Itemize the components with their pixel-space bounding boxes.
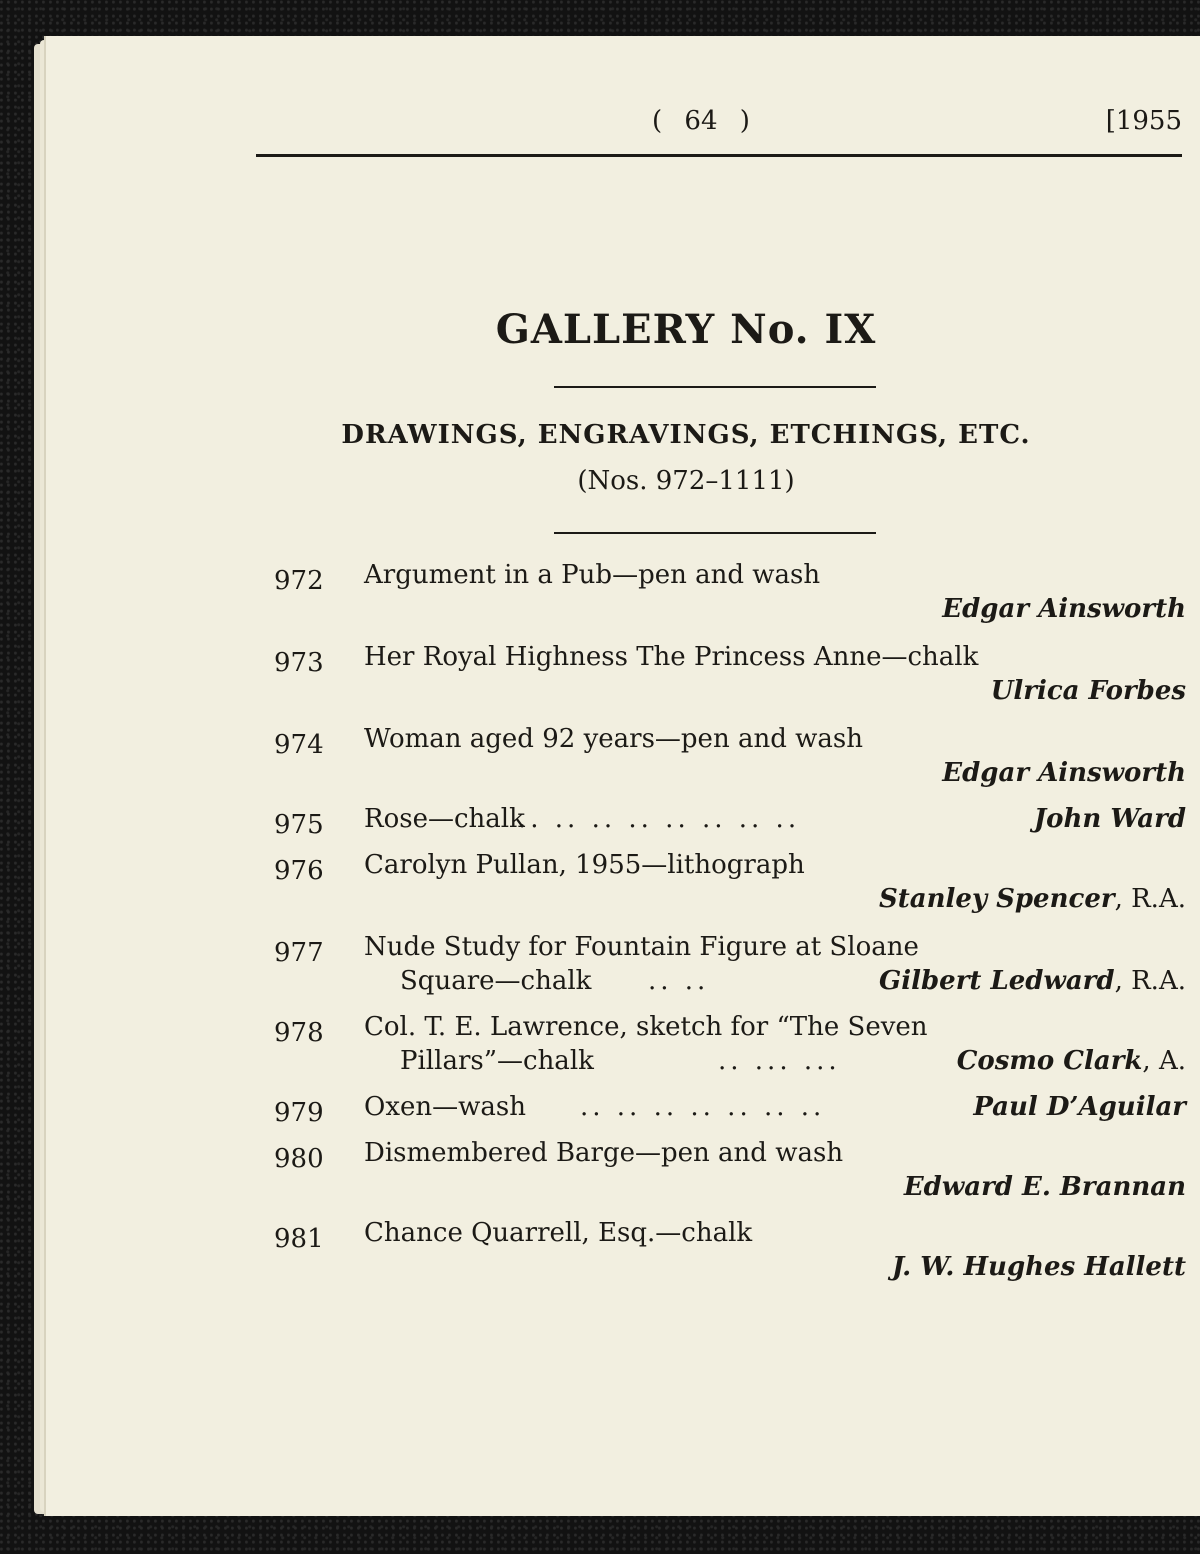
- dot-leader: .. .. .. .. .. .. .. ..: [518, 804, 801, 834]
- entry-artist: John Ward: [1033, 804, 1186, 834]
- entry-title-continued: Square—chalk: [400, 966, 592, 996]
- catalogue-page: [46, 36, 1200, 1516]
- entry-title: Chance Quarrell, Esq.—chalk: [364, 1218, 753, 1248]
- entry-artist: J. W. Hughes Hallett: [891, 1252, 1186, 1282]
- artist-honours: , R.A.: [1114, 884, 1186, 914]
- entry-number: 977: [274, 938, 324, 968]
- entry-number: 976: [274, 856, 324, 886]
- entry-title: Her Royal Highness The Princess Anne—chalk: [364, 642, 979, 672]
- gallery-title: GALLERY No. IX: [495, 306, 877, 353]
- running-header: [46, 96, 1200, 146]
- entry-title: Nude Study for Fountain Figure at Sloane: [364, 932, 919, 962]
- entry-number: 973: [274, 648, 324, 678]
- entry-title: Dismembered Barge—pen and wash: [364, 1138, 844, 1168]
- entry-number: 979: [274, 1098, 324, 1128]
- entry-artist: Stanley Spencer, R.A.: [878, 884, 1186, 914]
- entry-artist: Paul D’Aguilar: [973, 1092, 1186, 1122]
- entry-number: 978: [274, 1018, 324, 1048]
- entry-artist: Gilbert Ledward, R.A.: [879, 966, 1186, 996]
- divider-rule: [554, 532, 876, 534]
- entry-artist: Ulrica Forbes: [990, 676, 1186, 706]
- entry-title: Carolyn Pullan, 1955—lithograph: [364, 850, 805, 880]
- header-rule: [256, 154, 1182, 157]
- divider-rule: [554, 386, 876, 388]
- entry-number: 974: [274, 730, 324, 760]
- dot-leader: .. ... ...: [718, 1046, 841, 1076]
- entry-title: Oxen—wash: [364, 1092, 526, 1122]
- artist-honours: , R.A.: [1114, 966, 1186, 996]
- year-label: [1955: [1105, 106, 1182, 136]
- section-title: DRAWINGS, ENGRAVINGS, ETCHINGS, ETC.: [341, 420, 1031, 450]
- dot-leader: .. ..: [648, 966, 710, 996]
- entry-number: 972: [274, 566, 324, 596]
- number-range: (Nos. 972–1111): [577, 466, 795, 496]
- entry-title-continued: Pillars”—chalk: [400, 1046, 594, 1076]
- entry-title: Woman aged 92 years—pen and wash: [364, 724, 863, 754]
- entry-artist: Edward E. Brannan: [903, 1172, 1186, 1202]
- dot-leader: .. .. .. .. .. .. ..: [580, 1092, 826, 1122]
- entry-number: 975: [274, 810, 324, 840]
- entry-artist: Edgar Ainsworth: [942, 594, 1186, 624]
- entry-title: Rose—chalk: [364, 804, 525, 834]
- page-number: ( 64 ): [652, 106, 750, 136]
- entry-artist: Cosmo Clark, A.: [956, 1046, 1186, 1076]
- entry-title: Argument in a Pub—pen and wash: [364, 560, 821, 590]
- entry-artist: Edgar Ainsworth: [942, 758, 1186, 788]
- entry-number: 981: [274, 1224, 324, 1254]
- artist-honours: , A.: [1142, 1046, 1186, 1076]
- entry-title: Col. T. E. Lawrence, sketch for “The Seven: [364, 1012, 928, 1042]
- entry-number: 980: [274, 1144, 324, 1174]
